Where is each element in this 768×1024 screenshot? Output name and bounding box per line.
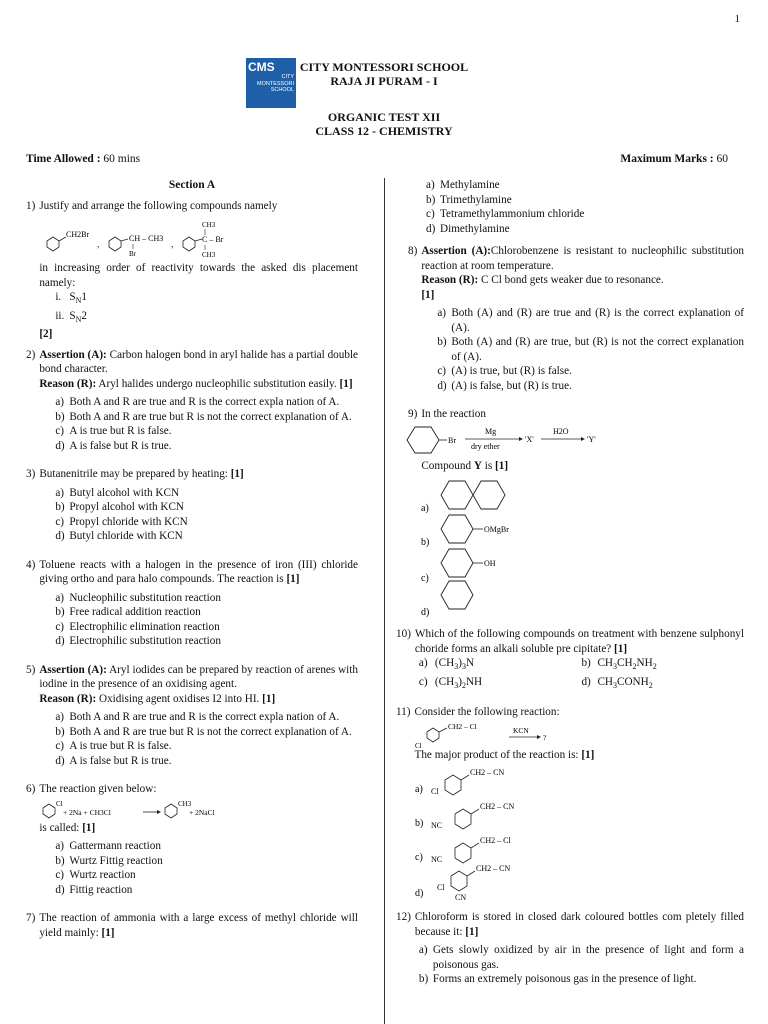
- left-column: [26, 178, 358, 946]
- q1-structures: [39, 217, 279, 257]
- question-12: 12) Chloroform is stored in closed dark coloured bottles com pletely filled because it: [1] a) Gets slowly oxidized by air in the presence of light and form a poisonous gas. b) Forms an extremely poisonous gas in the presence of light.: [396, 911, 744, 986]
- school-name: CITY MONTESSORI SCHOOL: [299, 60, 469, 74]
- q1-group-b1: CH – CH3: [129, 234, 164, 243]
- q9-x: 'X': [525, 434, 534, 444]
- q9-opt-d: d): [421, 607, 430, 618]
- logo-line: CITY: [281, 74, 294, 80]
- q9-y: 'Y': [587, 434, 596, 444]
- q9-reagent1: Mg: [485, 426, 497, 436]
- q9-reagent2: H2O: [553, 426, 569, 436]
- q9-omgbr: OMgBr: [484, 525, 510, 534]
- q11-opt-a-group: CH2 – CN: [469, 768, 504, 778]
- right-column: [396, 178, 744, 1001]
- q11-reagent: KCN: [512, 725, 529, 735]
- q11-options: [415, 766, 615, 900]
- q11-scheme: [415, 720, 595, 748]
- question-3: 3) Butanenitrile may be prepared by heating: [1] a) Butyl alcohol with KCN b) Propyl alcohol with KCN c) Propyl chloride with KCN d) Butyl chloride with KCN: [26, 468, 244, 543]
- q7-options: a) Methylamine b) Trimethylamine c) Tetramethylammonium chloride d) Dimethylamine: [426, 179, 585, 235]
- q6-rhs: + 2NaCl: [189, 807, 216, 817]
- page-number: 1: [734, 13, 740, 25]
- q1-group-c1: CH3: [202, 221, 216, 229]
- time-allowed: Time Allowed : 60 mins: [26, 153, 141, 165]
- q9-scheme: [401, 423, 641, 457]
- q11-opt-a: a): [414, 784, 423, 796]
- q11-opt-c: c): [414, 852, 423, 864]
- question-6: 6) The reaction given below: Cl + 2Na + CH3Cl CH3 + 2NaCl is called: [1] a) Gattermann reaction b) Wurtz Fittig reaction c) Wurtz reaction d) Fittig reaction: [26, 782, 358, 905]
- logo-mark: CMS: [248, 60, 275, 74]
- q1-group-b2: Br: [129, 250, 137, 257]
- test-title: ORGANIC TEST XII: [327, 110, 441, 124]
- q6-scheme: [39, 798, 269, 820]
- logo-line: SCHOOL: [270, 87, 294, 93]
- q6-sub1: Cl: [56, 799, 63, 808]
- logo-line: MONTESSORI: [257, 80, 294, 87]
- q11-opt-d: d): [414, 888, 423, 900]
- section-heading: Section A: [168, 179, 216, 191]
- question-9: 9) In the reaction Br Mg dry ether 'X' H2O 'Y' Compound Y is [1] a) b) OMgBr c) OH d): [408, 407, 744, 621]
- q1-group-a: CH2Br: [66, 230, 90, 239]
- q11-opt-b-sub: NC: [430, 821, 442, 831]
- question-5: 5) Assertion (A): Aryl iodides can be prepared by reaction of arenes with iodine in the presence of an oxidising agent. Reason (R): Oxidising agent oxidises I2 into HI. [1] a) Both A and R are true and R is the correct expla nation of A. b) Both A and R are true but R is not the correct explanation of A. c) A is true but R is false. d) A is false but R is true.: [26, 663, 358, 767]
- q9-cond1: dry ether: [471, 441, 500, 451]
- question-11: 11) Consider the following reaction: Cl CH2 – Cl KCN ? The major product of the reaction is: [1] a) Cl CH2 – CN b) NC CH2 – CN c) NC CH2 – Cl d) Cl CN CH2 – CN: [396, 705, 744, 904]
- q9-opt-a: a): [421, 503, 430, 514]
- q11-opt-d-group: CH2 – CN: [475, 864, 510, 874]
- question-7: 7) The reaction of ammonia with a large excess of methyl chloride will yield mainly: [1]: [26, 912, 358, 939]
- q11-opt-d-sub: Cl: [436, 883, 445, 893]
- q11-opt-b: b): [414, 818, 423, 830]
- q9-sub: Br: [448, 435, 457, 445]
- q11-opt-d-sub2: CN: [454, 893, 466, 901]
- q9-opt-c: c): [421, 573, 430, 584]
- svg-text:,: ,: [171, 239, 174, 249]
- q6-sub2: CH3: [178, 799, 192, 808]
- maximum-marks: Maximum Marks : 60: [620, 153, 728, 165]
- q11-opt-a-sub: Cl: [430, 787, 439, 797]
- q11-opt-c-group: CH2 – Cl: [479, 836, 511, 846]
- q11-opt-c-sub: NC: [430, 855, 442, 865]
- q11-group: CH2 – Cl: [447, 721, 477, 731]
- q1-group-c2: C – Br: [202, 235, 224, 244]
- q6-lhs: + 2Na + CH3Cl: [63, 807, 112, 817]
- q11-product: ?: [542, 732, 546, 742]
- question-8: 8) Assertion (A):Chlorobenzene is resistant to nucleophilic substitution reaction at room temperature. Reason (R): C Cl bond gets weaker due to resonance. [1] a) Both (A) and (R) are true and (R) is the correct explanation of (A). b) Both (A) and (R) are true, but (R) is not the correct explanation of (A). c) (A) is true, but (R) is false. d) (A) is false, but (R) is true.: [408, 245, 745, 392]
- q9-oh: OH: [484, 559, 496, 568]
- school-branch: RAJA JI PURAM - I: [330, 74, 438, 88]
- q9-opt-b: b): [421, 537, 430, 548]
- q11-cl: Cl: [414, 741, 422, 748]
- question-4: 4) Toluene reacts with a halogen in the presence of iron (III) chloride giving ortho and para halo compounds. The reaction is [1] a) Nucleophilic substitution reaction b) Free radical addition reaction c) Electrophilic elimination reaction d) Electrophilic substitution reaction: [26, 558, 358, 648]
- svg-text:,: ,: [97, 239, 100, 249]
- q1-group-c3: CH3: [202, 251, 216, 257]
- q11-opt-b-group: CH2 – CN: [479, 802, 514, 812]
- question-1: 1) Justify and arrange the following compounds namely CH2Br , CH – CH3 Br , CH3 C – Br CH3 in increasing order of reactivity towards the asked dis placement namely: i. $S_N1$ ii. $S_N2$ [2]: [26, 199, 358, 341]
- q9-options: [421, 477, 621, 619]
- question-10: 10) Which of the following compounds on treatment with benzene sulphonyl choride forms an alkali soluble pre cipitate? [1] a) $(CH_3)_3N$ b) $CH_3CH_2NH_2$ c) $(CH_3)_2NH$ d) $CH_3CONH_2$: [396, 628, 744, 690]
- column-divider: [384, 178, 385, 1024]
- question-2: 2) Assertion (A): Carbon halogen bond in aryl halide has a partial double bond character. Reason (R): Aryl halides undergo nucleophilic substitution easily. [1] a) Both A and R are true and R is the correct expla nation of A. b) Both A and R are true but R is not the correct explanation of A. c) A is true but R is false. d) A is false but R is true.: [26, 348, 359, 452]
- class-title: CLASS 12 - CHEMISTRY: [315, 124, 453, 138]
